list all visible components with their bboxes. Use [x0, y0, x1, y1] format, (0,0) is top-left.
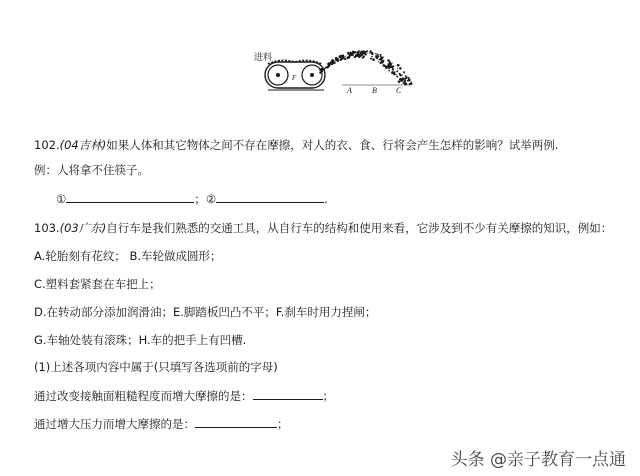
blank-separator: ；: [194, 192, 206, 206]
option-line-ab: A.轮胎刻有花纹； B.车轮做成圆形；: [34, 249, 222, 263]
watermark: 头条 @亲子教育一点通: [450, 450, 626, 470]
point-label-a: A: [347, 86, 352, 95]
blank-2-marker: ②: [205, 192, 217, 206]
q103-source: (03广东): [59, 221, 107, 235]
feed-label: 进料: [254, 53, 273, 63]
option-line-gh: G.车轴处装有滚珠；H.车的把手上有凹槽.: [34, 333, 247, 347]
q103-text: 自行车是我们熟悉的交通工具，从自行车的结构和使用来看，它涉及到不少有关摩擦的知识，例如：: [106, 221, 613, 235]
pressure-end: ；: [277, 417, 289, 431]
conveyor-figure: [250, 40, 420, 100]
pressure-answer-blank[interactable]: [195, 416, 277, 428]
q103-number: 103.: [34, 221, 60, 235]
answer-blank-1[interactable]: [66, 191, 194, 203]
roughness-end: ；: [322, 389, 334, 403]
question-102: [34, 138, 558, 152]
roughness-prompt: 通过改变接触面粗糙程度而增大摩擦的是：: [34, 389, 253, 403]
blank-1-marker: ①: [56, 192, 67, 206]
option-line-c: C.塑料套紧套在车把上；: [34, 277, 161, 291]
roughness-answer-blank[interactable]: [253, 388, 323, 400]
point-label-b: B: [372, 86, 377, 95]
pressure-prompt: 通过增大压力而增大摩擦的是：: [34, 417, 195, 431]
question-103: [34, 221, 612, 235]
blank-end: .: [324, 192, 328, 206]
q102-answer-line: [56, 191, 328, 206]
conveyor-diagram: [250, 40, 420, 100]
roughness-answer-line: [34, 388, 334, 403]
q102-text: 如果人体和其它物体之间不存在摩擦，对人的衣、食、行将会产生怎样的影响？试举两例.: [106, 138, 559, 152]
answer-blank-2[interactable]: [216, 191, 324, 203]
q102-number: 102.: [34, 138, 60, 152]
point-label-c: C: [396, 86, 402, 95]
q102-source: (04吉林): [59, 138, 107, 152]
svg-text:F: F: [292, 74, 297, 82]
particle-arc: [319, 50, 412, 85]
q102-example: 例：人将拿不住筷子。: [34, 163, 149, 177]
sub-question-1: (1)上述各项内容中属于(只填写各选项前的字母): [34, 360, 278, 374]
option-line-def: D.在转动部分添加润滑油；E.脚踏板凹凸不平；F.刹车时用力捏闸；: [34, 305, 377, 319]
pressure-answer-line: [34, 416, 289, 431]
